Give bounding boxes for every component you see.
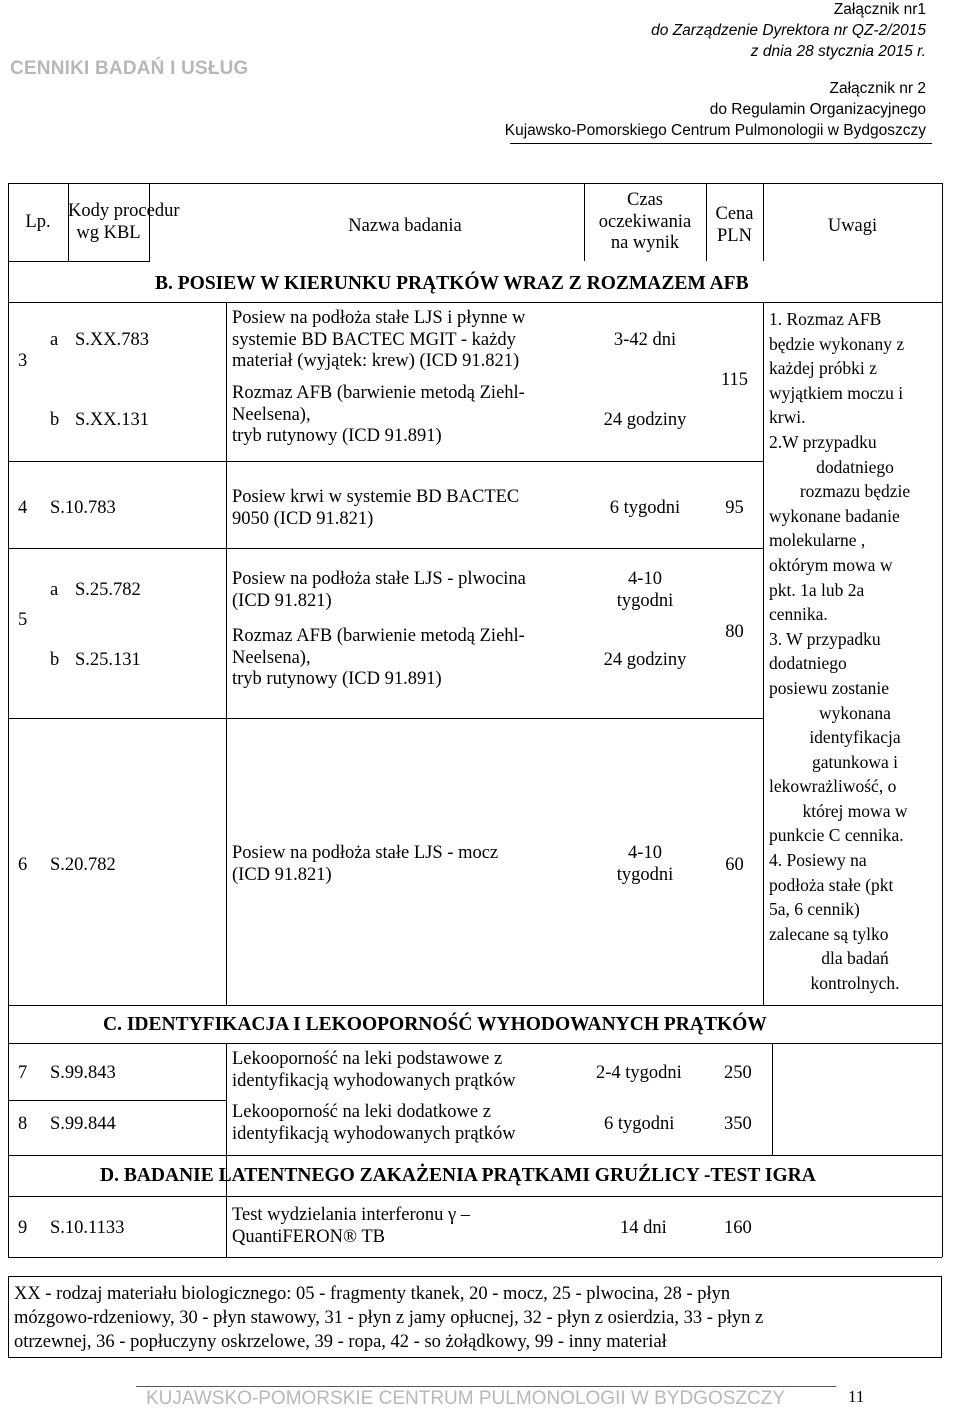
test-name-line: QuantiFERON® TB	[232, 1226, 385, 1247]
procedure-code: S.XX.131	[75, 410, 150, 430]
column-header-lp: Lp.	[25, 212, 51, 232]
notes-line: identyfikacja	[809, 727, 901, 748]
test-name	[232, 308, 525, 373]
procedure-code: S.XX.783	[75, 330, 150, 350]
footnote-line: otrzewnej, 36 - popłuczyny oskrzelowe, 39 - ropa, 42 - so żołądkowy, 99 - inny materiał	[14, 1332, 667, 1352]
notes-line: punkcie C cennika.	[769, 825, 904, 846]
waiting-time-line: tygodni	[616, 590, 674, 611]
procedure-code: S.25.782	[75, 580, 141, 600]
notes-line: dodatniego	[769, 653, 847, 674]
test-name-line: identyfikacją wyhodowanych prątków	[232, 1123, 516, 1144]
waiting-time: 3-42 dni	[613, 330, 677, 350]
procedure-code: S.25.131	[75, 650, 141, 670]
page-number: 11	[848, 1387, 865, 1406]
attachment-1-line-2: do Zarządzenie Dyrektora nr QZ-2/2015	[651, 22, 926, 39]
row-letter: b	[50, 650, 60, 670]
grid-line	[8, 718, 763, 719]
footnote	[14, 1282, 934, 1354]
grid-line	[8, 1043, 942, 1044]
notes-line: kontrolnych.	[810, 973, 900, 994]
section-b-title: B. POSIEW W KIERUNKU PRĄTKÓW WRAZ Z ROZMAZEM AFB	[155, 273, 749, 294]
column-header-codes-line-2: wg KBL	[76, 222, 141, 243]
grid-line	[8, 183, 9, 1257]
attachment-2	[505, 78, 926, 141]
column-header-name: Nazwa badania	[348, 216, 462, 236]
notes-line: dla badań	[821, 948, 889, 969]
procedure-code: S.99.844	[50, 1114, 116, 1134]
procedure-code: S.10.783	[50, 498, 116, 518]
test-name-line: (ICD 91.821)	[232, 590, 332, 611]
waiting-time: 6 tygodni	[604, 1114, 675, 1134]
column-header-time-line-2: oczekiwania	[598, 211, 692, 232]
test-name	[232, 487, 519, 530]
notes-line: wykonana	[819, 702, 891, 723]
row-number: 8	[18, 1114, 28, 1134]
procedure-code: S.99.843	[50, 1063, 116, 1083]
waiting-time-line: tygodni	[616, 864, 674, 885]
test-name-line: Neelsena),	[232, 404, 311, 425]
procedure-code: S.10.1133	[50, 1218, 125, 1238]
notes-column	[769, 307, 941, 996]
test-name-line: identyfikacją wyhodowanych prątków	[232, 1070, 516, 1091]
notes-line: dodatniego	[816, 456, 894, 477]
page-title: CENNIKI BADAŃ I USŁUG	[10, 58, 249, 79]
grid-line	[8, 1257, 942, 1258]
test-name-line: Test wydzielania interferonu γ –	[232, 1205, 471, 1225]
test-name-line: materiał (wyjątek: krew) (ICD 91.821)	[232, 351, 520, 371]
notes-line: lekowrażliwość, o	[769, 776, 897, 797]
test-name-line: (ICD 91.821)	[232, 864, 332, 885]
test-name-line: 9050 (ICD 91.821)	[232, 508, 374, 529]
test-name	[232, 1049, 516, 1092]
waiting-time: 24 godziny	[603, 410, 687, 430]
footer-divider	[136, 1386, 836, 1387]
notes-line: gatunkowa i	[811, 751, 899, 772]
attachment-2-line-3: Kujawsko-Pomorskiego Centrum Pulmonologii w Bydgoszczy	[504, 122, 926, 139]
price: 350	[724, 1114, 752, 1134]
notes-line: krwi.	[769, 407, 806, 428]
test-name-line: Posiew na podłoża stałe LJS - plwocina	[232, 569, 526, 589]
notes-line: 3. W przypadku	[769, 628, 881, 649]
waiting-time: 6 tygodni	[609, 498, 681, 518]
attachment-1-line-3: z dnia 28 stycznia 2015 r.	[750, 43, 926, 60]
notes-line: której mowa w	[802, 800, 908, 821]
test-name	[232, 569, 526, 612]
row-number: 9	[18, 1218, 28, 1238]
test-name-line: Posiew na podłoża stałe LJS - mocz	[232, 843, 499, 863]
header-divider	[510, 143, 932, 144]
test-name-line: systemie BD BACTEC MGIT - każdy	[232, 329, 516, 350]
grid-line	[772, 1043, 773, 1155]
notes-line: zalecane są tylko	[769, 923, 889, 944]
column-header-price	[706, 204, 763, 247]
row-letter: a	[50, 580, 59, 600]
notes-line: rozmazu będzie	[799, 481, 911, 502]
grid-line	[8, 302, 942, 303]
grid-line	[8, 1005, 942, 1006]
grid-line	[8, 1100, 226, 1101]
notes-line: każdej próbki z	[769, 358, 877, 379]
row-number: 7	[18, 1063, 28, 1083]
row-number: 6	[18, 855, 28, 875]
waiting-time	[584, 843, 706, 886]
footnote-line: mózgowo-rdzeniowy, 30 - płyn stawowy, 31 - płyn z jamy opłucnej, 32 - płyn z osierdzia, 33 - płyn z	[14, 1308, 764, 1328]
test-name	[232, 626, 525, 691]
grid-line	[226, 1043, 227, 1257]
column-header-time-line-1: Czas	[627, 190, 663, 210]
test-name	[232, 1102, 516, 1145]
notes-line: pkt. 1a lub 2a	[769, 579, 865, 600]
grid-line	[149, 183, 150, 261]
price: 60	[725, 855, 744, 875]
test-name-line: Posiew krwi w systemie BD BACTEC	[232, 487, 520, 507]
price: 115	[720, 370, 749, 390]
notes-line: wyjątkiem moczu i	[769, 382, 904, 403]
grid-line	[226, 302, 227, 1005]
waiting-time-line: 4-10	[628, 843, 662, 863]
waiting-time: 14 dni	[620, 1218, 667, 1238]
attachment-2-line-2: do Regulamin Organizacyjnego	[709, 101, 926, 118]
test-name-line: Rozmaz AFB (barwienie metodą Ziehl-	[232, 383, 525, 403]
price: 95	[725, 498, 744, 518]
column-header-codes	[68, 201, 180, 244]
column-header-codes-line-1: Kody procedur	[68, 201, 180, 221]
grid-line	[942, 183, 943, 1257]
attachment-2-line-1: Załącznik nr 2	[829, 80, 926, 97]
notes-line: októrym mowa w	[769, 554, 893, 575]
waiting-time: 2-4 tygodni	[596, 1063, 682, 1083]
test-name-line: Rozmaz AFB (barwienie metodą Ziehl-	[232, 626, 525, 646]
test-name	[232, 843, 498, 886]
test-name-line: tryb rutynowy (ICD 91.891)	[232, 426, 442, 446]
notes-line: 4. Posiewy na	[769, 850, 867, 871]
price: 80	[725, 622, 744, 642]
row-letter: b	[50, 410, 60, 430]
waiting-time	[584, 569, 706, 612]
test-name-line: Lekooporność na leki dodatkowe z	[232, 1102, 491, 1122]
attachment-1	[651, 0, 926, 62]
notes-line: cennika.	[769, 604, 828, 625]
column-header-price-line-1: Cena	[715, 204, 754, 224]
notes-line: podłoża stałe (pkt	[769, 874, 894, 895]
test-name-line: Posiew na podłoża stałe LJS i płynne w	[232, 308, 526, 328]
section-c-title: C. IDENTYFIKACJA I LEKOOPORNOŚĆ WYHODOWANYCH PRĄTKÓW	[103, 1014, 767, 1035]
row-number: 3	[18, 351, 28, 371]
notes-line: molekularne ,	[769, 530, 866, 551]
row-number: 4	[18, 498, 28, 518]
column-header-time	[584, 190, 706, 255]
notes-line: 2.W przypadku	[769, 431, 877, 452]
test-name-line: Neelsena),	[232, 647, 311, 668]
test-name-line: tryb rutynowy (ICD 91.891)	[232, 669, 442, 689]
column-header-time-line-3: na wynik	[610, 233, 680, 253]
waiting-time: 24 godziny	[603, 650, 687, 670]
notes-line: 1. Rozmaz AFB	[769, 309, 882, 329]
row-letter: a	[50, 330, 59, 350]
grid-line	[8, 461, 763, 462]
notes-line: będzie wykonany z	[769, 333, 905, 354]
procedure-code: S.20.782	[50, 855, 116, 875]
footer-title: KUJAWSKO-POMORSKIE CENTRUM PULMONOLOGII W BYDGOSZCZY	[146, 1388, 786, 1409]
attachment-1-line-1: Załącznik nr1	[833, 1, 926, 18]
grid-line	[8, 1155, 942, 1156]
waiting-time-line: 4-10	[628, 569, 662, 589]
price: 250	[724, 1063, 752, 1083]
notes-line: 5a, 6 cennik)	[769, 899, 860, 920]
section-d-title: D. BADANIE LATENTNEGO ZAKAŻENIA PRĄTKAMI GRUŹLICY -TEST IGRA	[100, 1165, 816, 1186]
notes-line: wykonane badanie	[769, 505, 900, 526]
grid-line	[8, 261, 150, 262]
test-name-line: Lekooporność na leki podstawowe z	[232, 1049, 503, 1069]
price: 160	[724, 1218, 752, 1238]
grid-line	[8, 548, 763, 549]
notes-line: posiewu zostanie	[769, 677, 890, 698]
column-header-price-line-2: PLN	[717, 225, 752, 246]
grid-line	[763, 302, 764, 1005]
footnote-line: XX - rodzaj materiału biologicznego: 05 - fragmenty tkanek, 20 - mocz, 25 - plwocina, 28 - płyn	[14, 1284, 731, 1304]
test-name	[232, 383, 525, 448]
grid-line	[8, 1196, 942, 1197]
column-header-notes: Uwagi	[827, 216, 878, 236]
row-number: 5	[18, 610, 28, 630]
test-name	[232, 1205, 470, 1248]
